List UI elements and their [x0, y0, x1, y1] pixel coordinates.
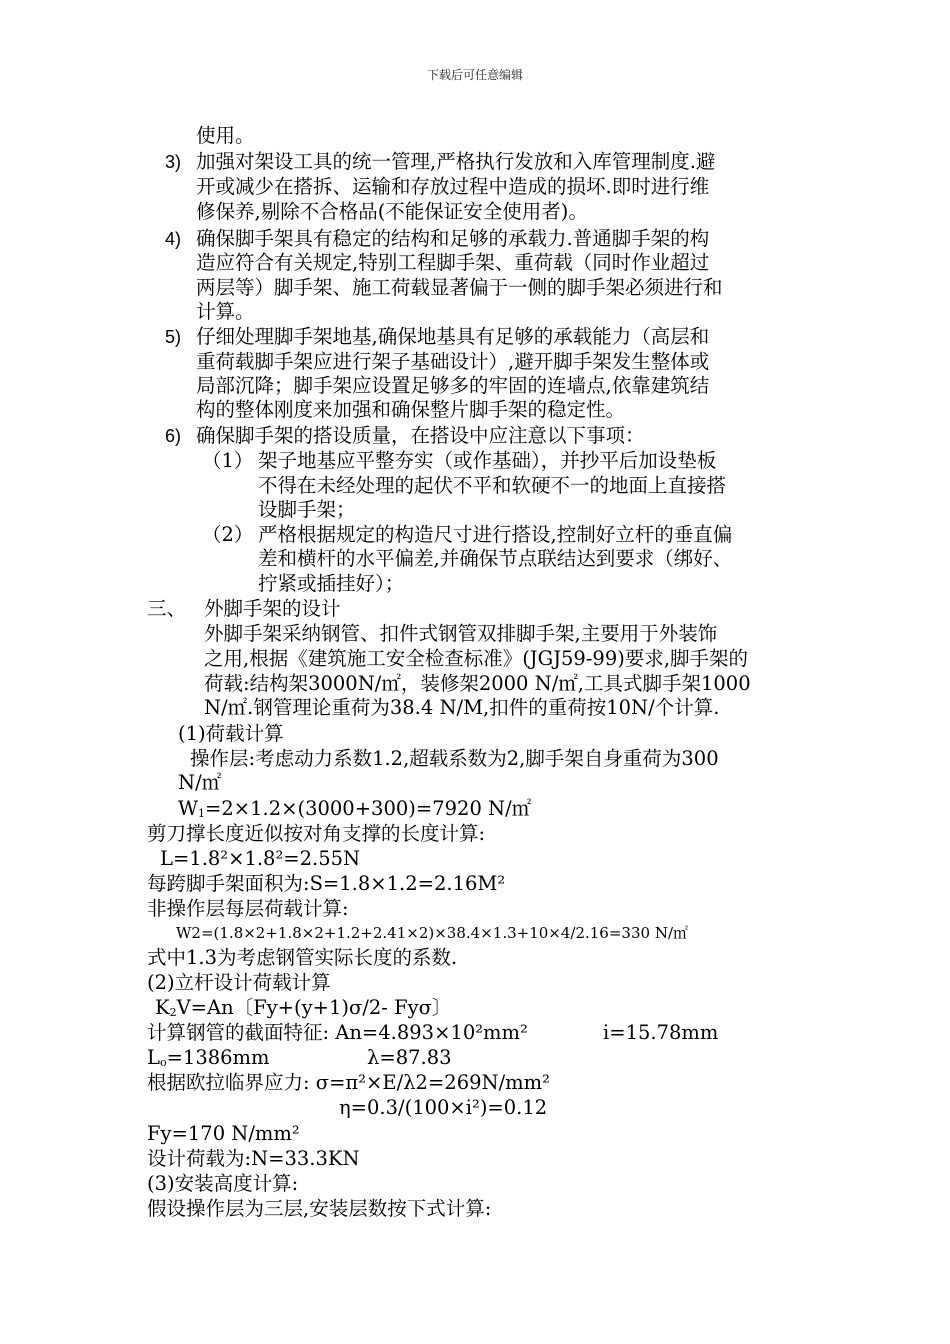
item-number: 4) — [165, 229, 182, 249]
calc-line: η=0.3/(100×i²)=0.12 — [339, 1096, 548, 1119]
item-line: 局部沉降；脚手架应设置足够多的牢固的连墙点,依靠建筑结 — [196, 374, 710, 397]
item-line: 仔细处理脚手架地基,确保地基具有足够的承载能力（高层和 — [196, 325, 710, 348]
formula-body: V=An〔Fy+(y+1)σ/2- Fyσ〕 — [176, 996, 452, 1019]
calc-value: λ=87.83 — [367, 1046, 452, 1069]
page-header: 下载后可任意编辑 — [426, 68, 523, 82]
formula-subscript: o — [159, 1056, 167, 1069]
section-title: 外脚手架的设计 — [204, 597, 341, 620]
intro-line: 之用,根据《建筑施工安全检查标准》(JGJ59-99)要求,脚手架的 — [204, 647, 749, 670]
calc-line: 剪刀撑长度近似按对角支撑的长度计算: — [147, 822, 486, 845]
intro-line: 外脚手架采纳钢管、扣件式钢管双排脚手架,主要用于外装饰 — [204, 622, 718, 645]
formula-subscript: 2 — [169, 1006, 177, 1019]
subitem-line: 架子地基应平整夯实（或作基础），并抄平后加设垫板 — [258, 449, 717, 472]
formula-body: =2×1.2×(3000+300)=7920 N/㎡ — [205, 797, 532, 820]
formula-body: =1386mm — [166, 1046, 270, 1069]
item-line: 修保养,剔除不合格品(不能保证安全使用者)。 — [196, 200, 588, 223]
subitem-number: （2） — [202, 523, 254, 546]
item-line: 计算。 — [196, 300, 255, 323]
formula-L: L=1.8²×1.8²=2.55N — [160, 847, 361, 870]
item-line: 重荷载脚手架应进行架子基础设计）,避开脚手架发生整体或 — [196, 350, 710, 373]
subitem-number: （1） — [202, 449, 254, 472]
calc-line: N/㎡ — [178, 771, 222, 794]
subitem-line: 设脚手架； — [258, 498, 356, 521]
item-line: 确保脚手架的搭设质量，在搭设中应注意以下事项： — [196, 424, 645, 447]
intro-line: N/㎡.钢管理论重荷为38.4 N/M,扣件的重荷按10N/个计算. — [204, 696, 720, 719]
formula-subscript: 1 — [198, 807, 206, 820]
calc-line: 每跨脚手架面积为:S=1.8×1.2=2.16M² — [147, 872, 506, 895]
formula-symbol: W — [178, 797, 199, 820]
subitem-line: 拧紧或插挂好）； — [258, 572, 405, 595]
subsection-title: (2)立杆设计荷载计算 — [147, 971, 331, 994]
subitem-line: 不得在未经处理的起伏不平和软硬不一的地面上直接搭 — [258, 474, 727, 497]
calc-line: 根据欧拉临界应力: σ=π²×E/λ2=269N/mm² — [147, 1071, 550, 1094]
item-line: 使用。 — [196, 124, 255, 147]
calc-line: 假设操作层为三层,安装层数按下式计算: — [147, 1197, 492, 1220]
formula-w2: W2=(1.8×2+1.8×2+1.2+2.41×2)×38.4×1.3+10×4/2.16=330 N/㎡ — [176, 924, 688, 942]
item-line: 加强对架设工具的统一管理,严格执行发放和入库管理制度.避 — [196, 150, 716, 173]
subsection-title: (1)荷载计算 — [178, 722, 284, 745]
item-line: 开或减少在搭拆、运输和存放过程中造成的损坏.即时进行维 — [196, 175, 710, 198]
formula-symbol: K — [155, 996, 170, 1019]
item-line: 造应符合有关规定,特别工程脚手架、重荷载（同时作业超过 — [196, 251, 710, 274]
item-number: 6) — [165, 426, 182, 446]
section-number: 三、 — [147, 597, 187, 620]
calc-line: 计算钢管的截面特征: An=4.893×10²mm² — [147, 1021, 528, 1044]
item-number: 5) — [165, 327, 182, 347]
calc-line: 操作层:考虑动力系数1.2,超载系数为2,脚手架自身重荷为300 — [190, 747, 719, 770]
intro-line: 荷载:结构架3000N/㎡，装修架2000 N/㎡,工具式脚手架1000 — [204, 672, 751, 695]
calc-line: 式中1.3为考虑钢管实际长度的系数. — [147, 946, 458, 969]
subsection-title: (3)安装高度计算: — [147, 1172, 299, 1195]
formula-symbol: L — [147, 1046, 160, 1069]
subitem-line: 差和横杆的水平偏差,并确保节点联结达到要求（绑好、 — [258, 547, 733, 570]
item-number: 3) — [165, 152, 182, 172]
calc-line: 设计荷载为:N=33.3KN — [147, 1147, 360, 1170]
calc-line: 非操作层每层荷载计算: — [147, 897, 349, 920]
item-line: 两层等）脚手架、施工荷载显著偏于一侧的脚手架必须进行和 — [196, 276, 723, 299]
item-line: 确保脚手架具有稳定的结构和足够的承载力.普通脚手架的构 — [196, 227, 710, 250]
calc-value: i=15.78mm — [603, 1021, 719, 1044]
subitem-line: 严格根据规定的构造尺寸进行搭设,控制好立杆的垂直偏 — [258, 523, 733, 546]
item-line: 构的整体刚度来加强和确保整片脚手架的稳定性。 — [196, 398, 626, 421]
calc-line: Fy=170 N/mm² — [147, 1122, 300, 1145]
